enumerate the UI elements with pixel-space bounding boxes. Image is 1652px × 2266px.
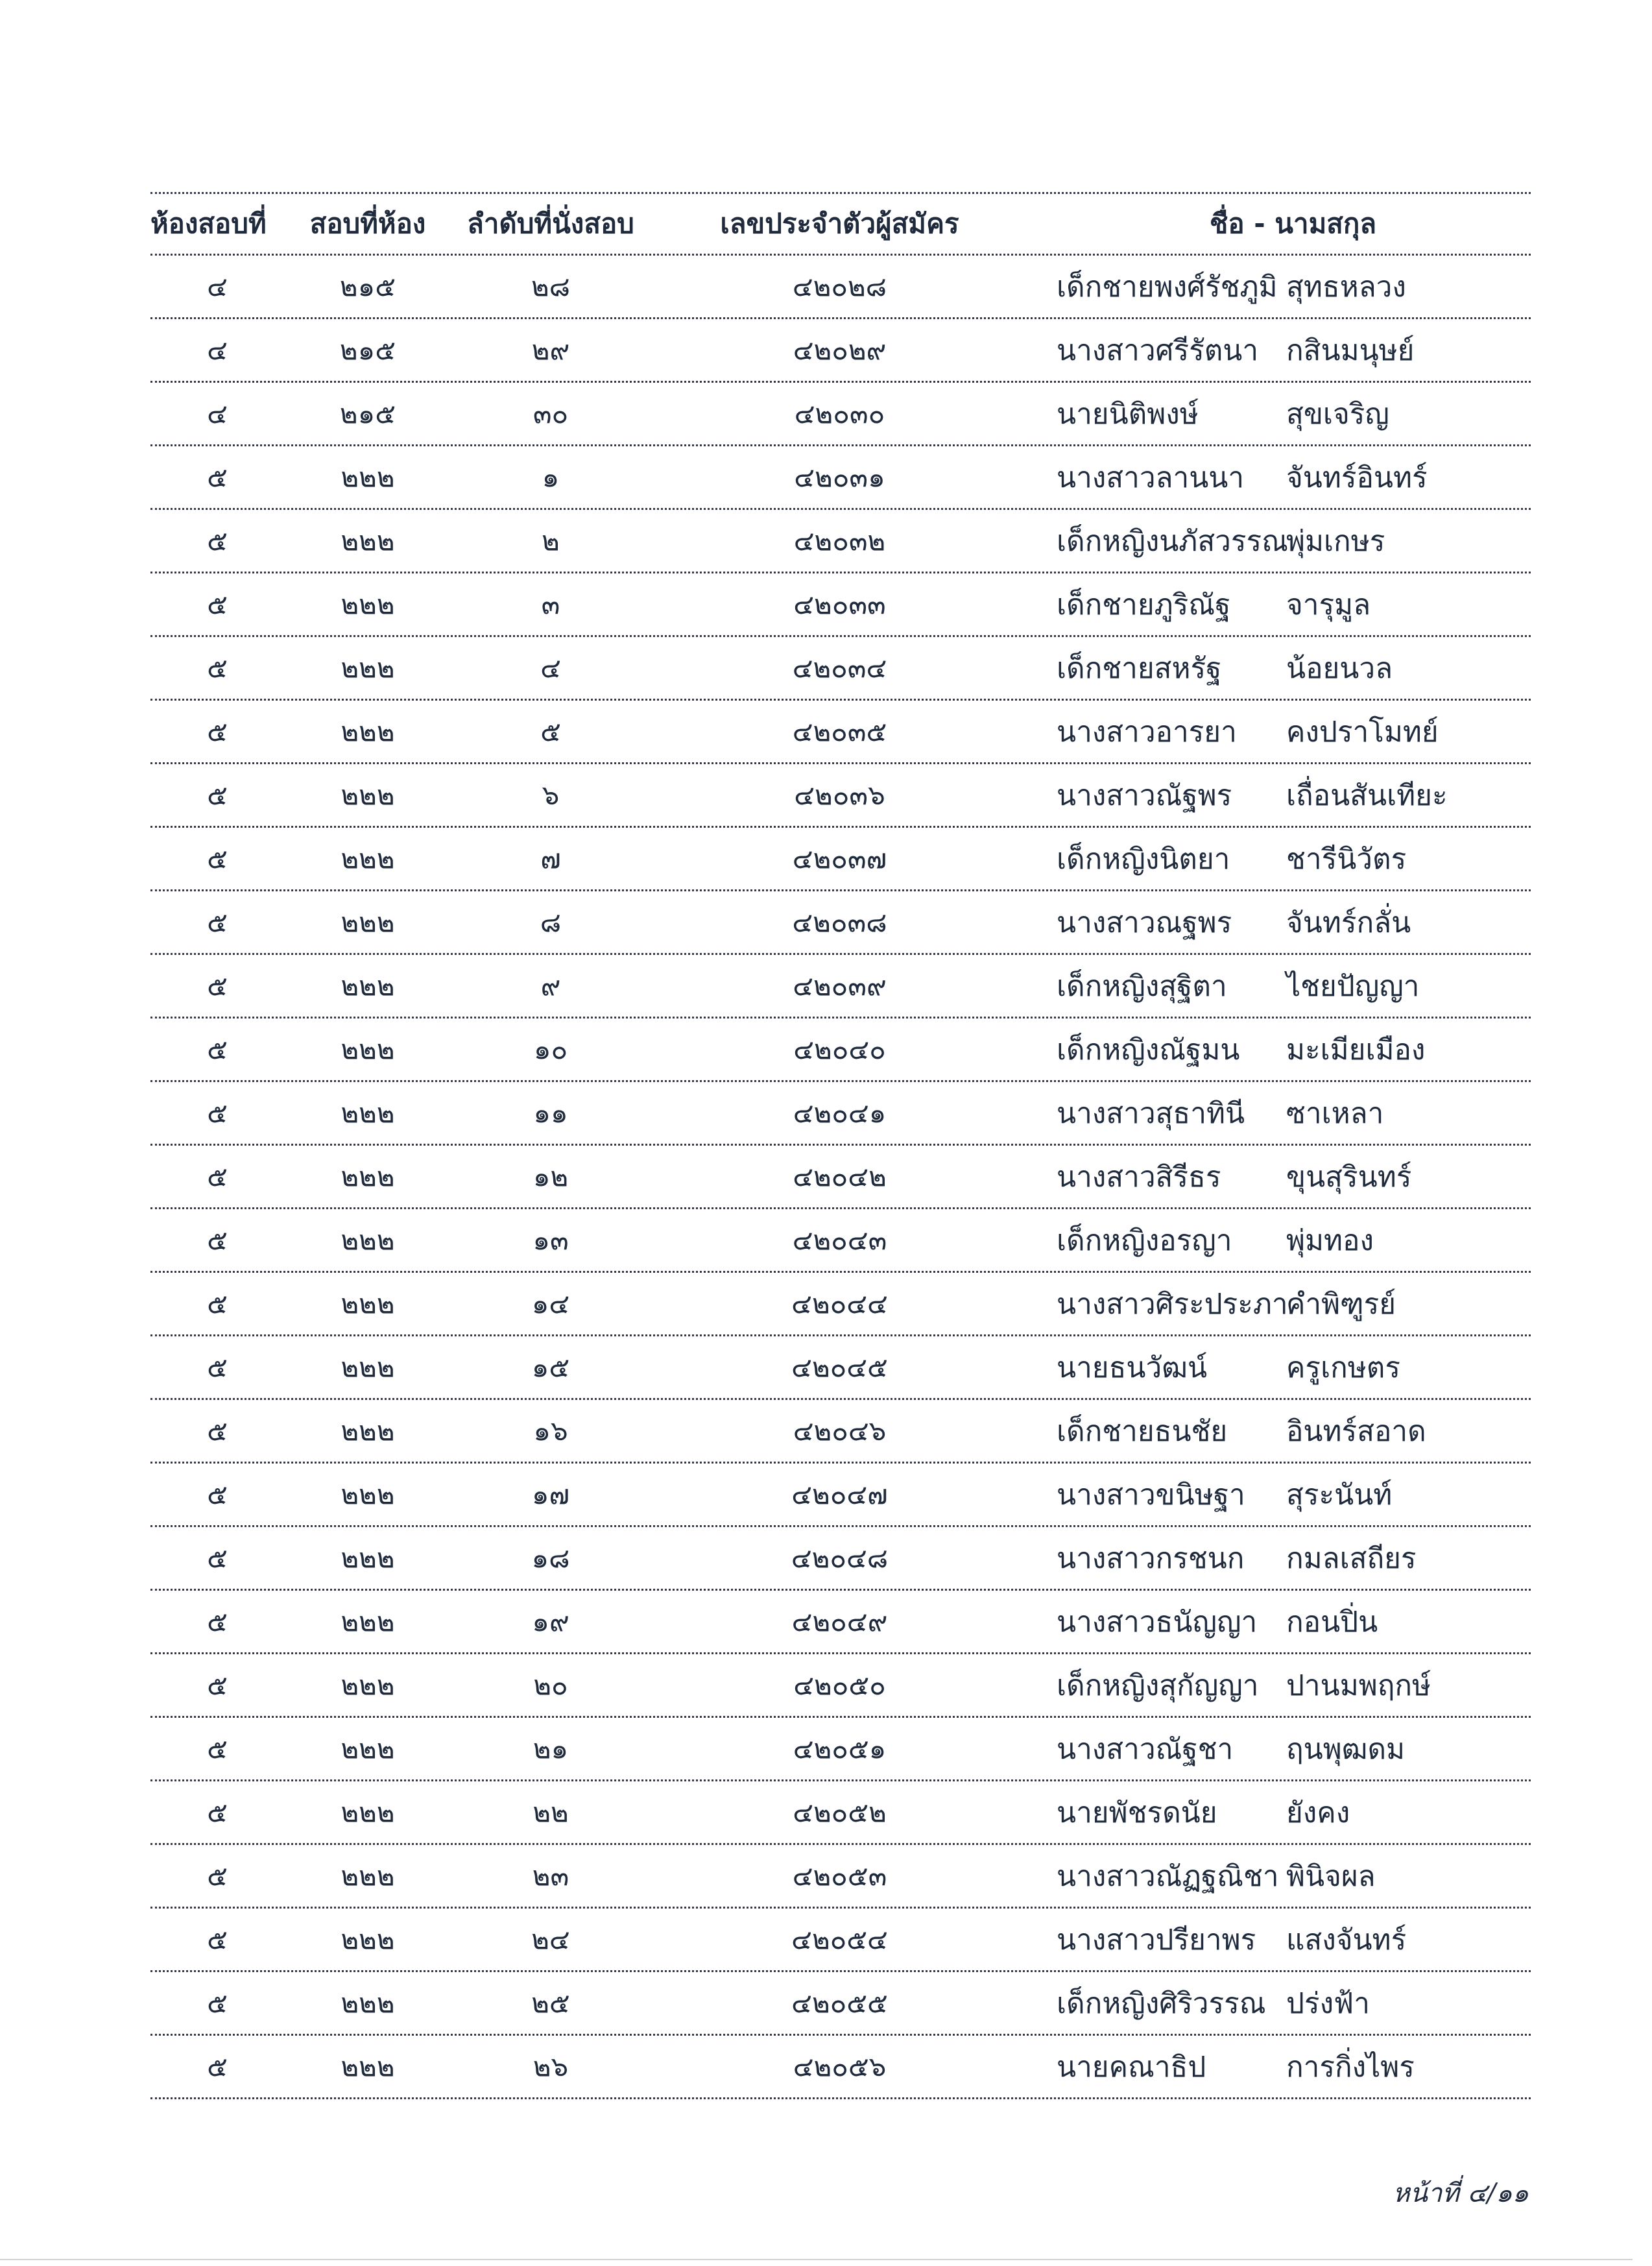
table-row <box>150 891 1531 955</box>
cell-first-name: นางสาวปรียาพร <box>1057 1923 1256 1957</box>
cell-applicant-id: ๔๒๐๓๖ <box>794 778 885 811</box>
cell-last-name: ปร่งฟ้า <box>1286 1986 1370 2020</box>
cell-seat: ๑๙ <box>532 1605 569 1637</box>
cell-exam-room: ๒๒๒ <box>341 1859 395 1892</box>
table-row <box>150 1527 1531 1591</box>
cell-room: ๕ <box>207 1478 228 1510</box>
cell-last-name: อินทร์สอาด <box>1286 1414 1426 1448</box>
cell-exam-room: ๒๒๒ <box>341 1478 395 1510</box>
cell-room: ๕ <box>207 1223 228 1256</box>
cell-first-name: เด็กหญิงณัฐมน <box>1057 1033 1240 1067</box>
cell-room: ๕ <box>207 1414 228 1447</box>
cell-exam-room: ๒๒๒ <box>341 715 395 747</box>
cell-applicant-id: ๔๒๐๓๘ <box>792 906 887 938</box>
cell-room: ๕ <box>207 1160 228 1192</box>
page-number: หน้าที่ ๔/๑๑ <box>1393 2178 1529 2208</box>
cell-room: ๕ <box>207 1033 228 1065</box>
cell-last-name: จันทร์อินทร์ <box>1286 461 1428 494</box>
cell-seat: ๒๔ <box>531 1923 570 1955</box>
cell-last-name: ครูเกษตร <box>1286 1351 1400 1384</box>
table-row <box>150 573 1531 637</box>
cell-first-name: เด็กหญิงอรญา <box>1057 1223 1232 1257</box>
cell-first-name: นางสาวกรชนก <box>1057 1541 1245 1575</box>
cell-applicant-id: ๔๒๐๕๐ <box>793 1669 886 1701</box>
cell-last-name: จารุมูล <box>1286 588 1371 621</box>
cell-last-name: ชารีนิวัตร <box>1286 842 1407 876</box>
cell-last-name: ปานมพฤกษ์ <box>1286 1669 1431 1702</box>
cell-applicant-id: ๔๒๐๓๐ <box>794 397 885 429</box>
cell-applicant-id: ๔๒๐๔๕ <box>791 1351 888 1383</box>
exam-seating-table <box>150 192 1531 2099</box>
cell-applicant-id: ๔๒๐๔๔ <box>791 1287 888 1320</box>
cell-room: ๕ <box>207 969 228 1002</box>
cell-room: ๕ <box>207 1096 228 1129</box>
cell-first-name: เด็กหญิงสุกัญญา <box>1057 1669 1259 1702</box>
cell-applicant-id: ๔๒๐๒๙ <box>793 333 887 366</box>
cell-room: ๕ <box>207 651 228 684</box>
cell-exam-room: ๒๒๒ <box>341 842 395 874</box>
cell-applicant-id: ๔๒๐๔๘ <box>791 1541 889 1574</box>
cell-exam-room: ๒๒๒ <box>341 1986 395 2019</box>
cell-first-name: นางสาวลานนา <box>1057 461 1245 494</box>
cell-exam-room: ๒๒๒ <box>341 1923 395 1955</box>
cell-room: ๕ <box>207 1541 228 1574</box>
table-row <box>150 764 1531 828</box>
cell-exam-room: ๒๒๒ <box>341 1287 395 1320</box>
cell-last-name: แสงจันทร์ <box>1286 1923 1407 1957</box>
cell-room: ๕ <box>207 2050 228 2082</box>
table-row <box>150 701 1531 764</box>
cell-first-name: เด็กหญิงนภัสวรรณ <box>1057 524 1288 558</box>
cell-seat: ๒ <box>542 524 560 557</box>
cell-applicant-id: ๔๒๐๓๔ <box>792 651 887 684</box>
cell-room: ๔ <box>207 397 228 429</box>
cell-exam-room: ๒๒๒ <box>341 1605 395 1637</box>
cell-exam-room: ๒๒๒ <box>341 461 395 493</box>
table-row <box>150 1781 1531 1845</box>
cell-last-name: พุ่มเกษร <box>1286 524 1385 558</box>
cell-last-name: มะเมียเมือง <box>1286 1033 1426 1067</box>
header-room: ห้องสอบที่ <box>150 208 267 239</box>
cell-applicant-id: ๔๒๐๓๙ <box>793 969 887 1002</box>
cell-room: ๕ <box>207 1669 228 1701</box>
cell-first-name: เด็กชายสหรัฐ <box>1057 651 1222 685</box>
cell-first-name: นายธนวัฒน์ <box>1057 1351 1208 1384</box>
cell-exam-room: ๒๒๒ <box>341 1414 395 1447</box>
header-name: ชื่อ - นามสกุล <box>1209 208 1377 239</box>
table-row <box>150 319 1531 383</box>
table-row <box>150 1146 1531 1209</box>
cell-last-name: ยังคง <box>1286 1796 1350 1829</box>
table-row <box>150 446 1531 510</box>
cell-last-name: กอนปิ่น <box>1286 1605 1378 1639</box>
page-edge-divider <box>0 2259 1633 2260</box>
cell-exam-room: ๒๒๒ <box>341 1796 395 1828</box>
cell-room: ๔ <box>207 270 228 302</box>
cell-room: ๕ <box>207 588 228 620</box>
cell-exam-room: ๒๒๒ <box>341 1732 395 1765</box>
cell-exam-room: ๒๑๕ <box>339 333 396 366</box>
table-row <box>150 1273 1531 1336</box>
cell-first-name: นายคณาธิป <box>1057 2050 1206 2084</box>
table-row <box>150 2036 1531 2099</box>
cell-applicant-id: ๔๒๐๓๕ <box>792 715 887 747</box>
cell-seat: ๑๘ <box>531 1541 570 1574</box>
cell-last-name: กมลเสถียร <box>1286 1541 1417 1575</box>
cell-seat: ๑๒ <box>533 1160 569 1192</box>
cell-exam-room: ๒๒๒ <box>341 651 395 684</box>
cell-room: ๕ <box>207 1923 228 1955</box>
cell-last-name: คงปราโมทย์ <box>1286 715 1439 749</box>
table-row <box>150 1654 1531 1718</box>
cell-applicant-id: ๔๒๐๓๗ <box>792 842 887 874</box>
table-body <box>150 256 1531 2099</box>
header-applicant-id: เลขประจำตัวผู้สมัคร <box>720 208 959 239</box>
cell-applicant-id: ๔๒๐๔๗ <box>791 1478 888 1510</box>
cell-room: ๕ <box>207 778 228 811</box>
table-row <box>150 1082 1531 1146</box>
cell-exam-room: ๒๒๒ <box>341 906 395 938</box>
cell-seat: ๖ <box>542 778 560 811</box>
cell-seat: ๕ <box>540 715 561 747</box>
cell-seat: ๒๙ <box>531 333 570 366</box>
cell-applicant-id: ๔๒๐๔๙ <box>791 1605 888 1637</box>
cell-last-name: เถื่อนสันเทียะ <box>1286 778 1448 812</box>
cell-applicant-id: ๔๒๐๓๓ <box>793 588 886 620</box>
table-row <box>150 383 1531 446</box>
cell-last-name: กสินมนุษย์ <box>1286 333 1415 367</box>
cell-first-name: นางสาวณัฐพร <box>1057 778 1232 812</box>
cell-last-name: สุระนันท์ <box>1286 1478 1393 1512</box>
cell-last-name: จันทร์กลั่น <box>1286 906 1411 939</box>
cell-room: ๕ <box>207 461 228 493</box>
cell-seat: ๗ <box>540 842 561 874</box>
cell-seat: ๒๓ <box>532 1859 569 1892</box>
cell-exam-room: ๒๒๒ <box>341 1033 395 1065</box>
table-row <box>150 637 1531 701</box>
table-row <box>150 1972 1531 2036</box>
table-row <box>150 828 1531 891</box>
table-row <box>150 1400 1531 1464</box>
cell-last-name: การกิ่งไพร <box>1286 2050 1415 2084</box>
cell-first-name: นางสาวสิรีธร <box>1057 1160 1221 1194</box>
cell-seat: ๒๑ <box>533 1732 569 1765</box>
cell-last-name: สุขเจริญ <box>1286 397 1389 431</box>
cell-seat: ๘ <box>540 906 562 938</box>
cell-seat: ๑๔ <box>531 1287 570 1320</box>
cell-seat: ๓ <box>541 588 560 620</box>
cell-seat: ๑๐ <box>533 1033 568 1065</box>
table-row <box>150 1845 1531 1909</box>
cell-applicant-id: ๔๒๐๓๑ <box>794 461 885 493</box>
table-row <box>150 1018 1531 1082</box>
cell-applicant-id: ๔๒๐๕๒ <box>793 1796 887 1828</box>
cell-first-name: นางสาวศิระประภา <box>1057 1287 1288 1321</box>
table-row <box>150 1718 1531 1781</box>
cell-seat: ๑๓ <box>533 1223 569 1256</box>
cell-room: ๕ <box>207 1605 228 1637</box>
cell-exam-room: ๒๒๒ <box>341 1351 395 1383</box>
cell-applicant-id: ๔๒๐๕๕ <box>791 1986 888 2019</box>
cell-room: ๕ <box>207 1732 228 1765</box>
cell-room: ๕ <box>207 1986 228 2019</box>
cell-first-name: นายพัชรดนัย <box>1057 1796 1217 1829</box>
cell-first-name: นายนิติพงษ์ <box>1057 397 1199 431</box>
table-row <box>150 1909 1531 1972</box>
cell-first-name: เด็กหญิงนิตยา <box>1057 842 1230 876</box>
cell-applicant-id: ๔๒๐๔๑ <box>793 1096 887 1129</box>
cell-room: ๕ <box>207 1287 228 1320</box>
cell-exam-room: ๒๒๒ <box>341 1541 395 1574</box>
cell-exam-room: ๒๒๒ <box>341 2050 395 2082</box>
table-row <box>150 510 1531 573</box>
cell-applicant-id: ๔๒๐๓๒ <box>793 524 886 557</box>
cell-last-name: ขุนสุรินทร์ <box>1286 1160 1412 1194</box>
cell-seat: ๙ <box>540 969 561 1002</box>
cell-seat: ๒๐ <box>533 1669 568 1701</box>
cell-room: ๔ <box>207 333 228 366</box>
cell-seat: ๒๖ <box>533 2050 569 2082</box>
cell-first-name: นางสาวอารยา <box>1057 715 1237 749</box>
table-row <box>150 1336 1531 1400</box>
cell-room: ๕ <box>207 1351 228 1383</box>
cell-last-name: คำพิฑูรย์ <box>1286 1287 1396 1321</box>
cell-room: ๕ <box>207 715 228 747</box>
cell-applicant-id: ๔๒๐๕๓ <box>792 1859 887 1892</box>
cell-first-name: นางสาวสุธาทินี <box>1057 1096 1245 1130</box>
cell-last-name: น้อยนวล <box>1286 651 1393 685</box>
cell-exam-room: ๒๑๕ <box>339 397 396 429</box>
cell-first-name: นางสาวณฐพร <box>1057 906 1232 939</box>
cell-exam-room: ๒๒๒ <box>341 588 395 620</box>
cell-seat: ๑๕ <box>531 1351 570 1383</box>
cell-room: ๕ <box>207 1796 228 1828</box>
cell-first-name: เด็กหญิงสุฐิตา <box>1057 969 1227 1003</box>
cell-exam-room: ๒๒๒ <box>341 1096 395 1129</box>
cell-exam-room: ๒๒๒ <box>341 1669 395 1701</box>
cell-last-name: พุ่มทอง <box>1286 1223 1374 1257</box>
cell-first-name: เด็กชายภูริณัฐ <box>1057 588 1231 621</box>
table-row <box>150 1464 1531 1527</box>
table-row <box>150 1209 1531 1273</box>
cell-applicant-id: ๔๒๐๕๑ <box>793 1732 887 1765</box>
cell-last-name: สุทธหลวง <box>1286 270 1406 304</box>
cell-seat: ๓๐ <box>533 397 569 429</box>
cell-applicant-id: ๔๒๐๔๖ <box>793 1414 887 1447</box>
cell-last-name: พินิจผล <box>1286 1859 1376 1893</box>
cell-exam-room: ๒๒๒ <box>341 778 395 811</box>
cell-exam-room: ๒๒๒ <box>341 1160 395 1192</box>
cell-room: ๕ <box>207 906 228 938</box>
cell-applicant-id: ๔๒๐๕๖ <box>793 2050 887 2082</box>
cell-applicant-id: ๔๒๐๔๓ <box>792 1223 887 1256</box>
cell-seat: ๒๒ <box>533 1796 569 1828</box>
table-row <box>150 1591 1531 1654</box>
cell-first-name: เด็กหญิงศิริวรรณ <box>1057 1986 1266 2020</box>
table-header <box>150 192 1531 256</box>
cell-first-name: เด็กชายพงศ์รัชภูมิ <box>1057 270 1278 304</box>
cell-exam-room: ๒๒๒ <box>341 524 395 557</box>
cell-room: ๕ <box>207 524 228 557</box>
cell-room: ๕ <box>207 842 228 874</box>
header-seat: ลำดับที่นั่งสอบ <box>467 208 634 239</box>
cell-seat: ๑๖ <box>533 1414 568 1447</box>
cell-first-name: นางสาวณัฏฐณิชา <box>1057 1859 1279 1893</box>
cell-seat: ๔ <box>540 651 561 684</box>
cell-first-name: นางสาวณัฐชา <box>1057 1732 1234 1766</box>
header-exam-room: สอบที่ห้อง <box>309 208 426 239</box>
cell-first-name: เด็กชายธนชัย <box>1057 1414 1228 1448</box>
table-row <box>150 256 1531 319</box>
cell-seat: ๑ <box>542 461 560 493</box>
cell-applicant-id: ๔๒๐๕๔ <box>791 1923 888 1955</box>
cell-exam-room: ๒๒๒ <box>341 969 395 1002</box>
table-row <box>150 955 1531 1018</box>
cell-applicant-id: ๔๒๐๔๒ <box>793 1160 887 1192</box>
cell-seat: ๒๕ <box>531 1986 570 2019</box>
cell-first-name: นางสาวขนิษฐา <box>1057 1478 1245 1512</box>
cell-first-name: นางสาวศรีรัตนา <box>1057 333 1259 367</box>
cell-seat: ๑๑ <box>533 1096 568 1129</box>
cell-last-name: ซาเหลา <box>1286 1096 1384 1130</box>
cell-applicant-id: ๔๒๐๒๘ <box>792 270 887 302</box>
cell-seat: ๑๗ <box>531 1478 570 1510</box>
cell-seat: ๒๘ <box>531 270 571 302</box>
cell-first-name: นางสาวธนัญญา <box>1057 1605 1258 1639</box>
cell-last-name: ฤนพุฒดม <box>1286 1732 1406 1766</box>
cell-last-name: ไชยปัญญา <box>1286 969 1420 1003</box>
cell-exam-room: ๒๑๕ <box>339 270 396 302</box>
cell-room: ๕ <box>207 1859 228 1892</box>
cell-applicant-id: ๔๒๐๔๐ <box>793 1033 886 1065</box>
cell-exam-room: ๒๒๒ <box>341 1223 395 1256</box>
